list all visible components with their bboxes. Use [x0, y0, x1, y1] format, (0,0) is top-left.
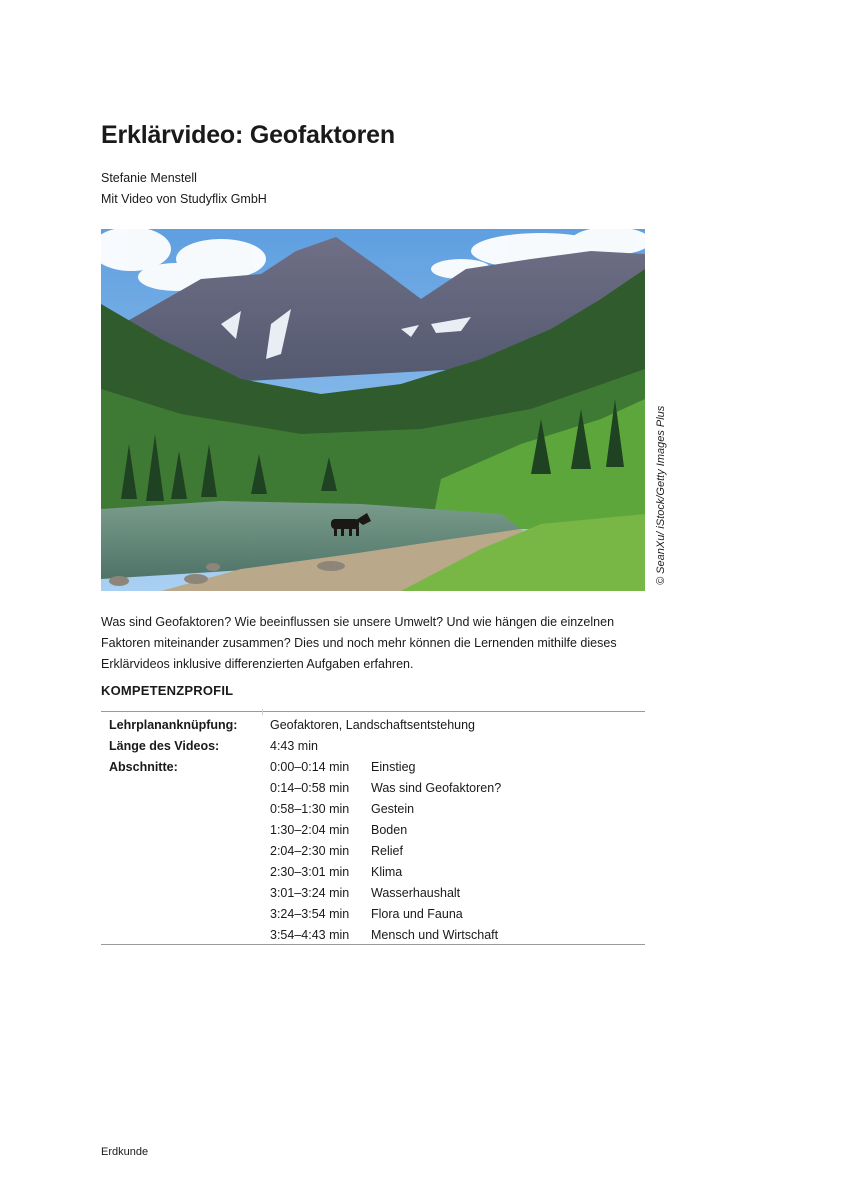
section-time: 0:14–0:58 min: [270, 781, 350, 795]
page-title: Erklärvideo: Geofaktoren: [101, 121, 395, 149]
section-name: Gestein: [371, 802, 415, 816]
section-name: Relief: [371, 844, 403, 858]
table-row: [101, 736, 645, 757]
section-heading: KOMPETENZPROFIL: [101, 683, 234, 698]
section-time: 3:01–3:24 min: [270, 886, 350, 900]
competence-profile-table: [101, 711, 645, 945]
footer-subject: Erdkunde: [101, 1146, 149, 1158]
landscape-photo: [101, 229, 645, 591]
section-time: 0:00–0:14 min: [270, 760, 350, 774]
author: Stefanie Menstell: [101, 171, 197, 185]
section-time: 3:54–4:43 min: [270, 928, 350, 942]
section-name: Einstieg: [371, 760, 416, 774]
section-name: Wasserhaushalt: [371, 886, 461, 900]
curriculum-label: Lehrplananknüpfung:: [109, 718, 238, 732]
section-name: Mensch und Wirtschaft: [371, 928, 499, 942]
table-row: [101, 841, 645, 862]
intro-text: Was sind Geofaktoren? Wie beeinflussen sie unsere Umwelt? Und wie hängen die einzelnen Faktoren miteinander zusammen? Dies und noch mehr können die Lernenden mithilfe dieses Erklärvideos inklusive differenzierten Aufgaben erfahren.: [101, 615, 617, 671]
table-row: [101, 715, 645, 736]
table-row: [101, 757, 645, 778]
image-credit: © SeanXu/ iStock/Getty Images Plus: [655, 405, 667, 585]
section-time: 2:30–3:01 min: [270, 865, 350, 879]
table-row: [101, 883, 645, 904]
length-value: 4:43 min: [270, 739, 318, 753]
table-row: [101, 862, 645, 883]
publisher-note: Mit Video von Studyflix GmbH: [101, 192, 267, 206]
table-row: [101, 799, 645, 820]
section-time: 3:24–3:54 min: [270, 907, 350, 921]
table-row: [101, 925, 645, 946]
section-time: 2:04–2:30 min: [270, 844, 350, 858]
section-time: 1:30–2:04 min: [270, 823, 350, 837]
curriculum-value: Geofaktoren, Landschaftsentstehung: [270, 718, 476, 732]
table-row: [101, 904, 645, 925]
section-name: Was sind Geofaktoren?: [371, 781, 502, 795]
section-name: Boden: [371, 823, 408, 837]
table-row: [101, 820, 645, 841]
section-name: Flora und Fauna: [371, 907, 463, 921]
section-name: Klima: [371, 865, 403, 879]
section-time: 0:58–1:30 min: [270, 802, 350, 816]
sections-label: Abschnitte:: [109, 760, 178, 774]
table-row: [101, 778, 645, 799]
length-label: Länge des Videos:: [109, 739, 220, 753]
